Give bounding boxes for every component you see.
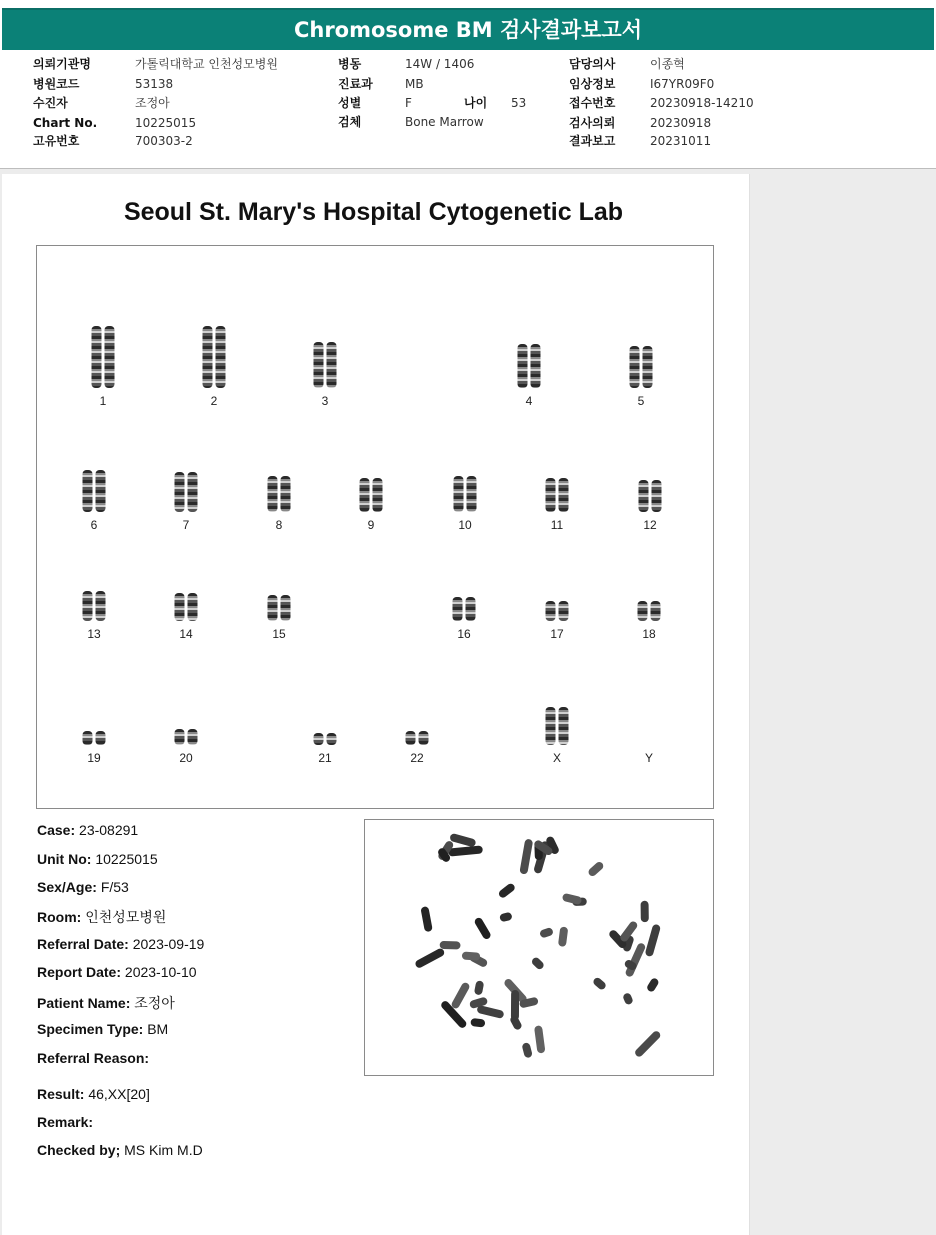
chromosome-13-homolog [83,591,93,621]
karyogram-panel [36,245,714,809]
chromosome-1-homolog [105,326,115,388]
chromosome-label-21: 21 [318,751,332,765]
metaphase-chromosome [448,845,483,856]
chromosome-19-homolog [83,731,93,745]
label-unique-id: 고유번호 [33,134,80,148]
specimen-type-row [37,1021,168,1037]
patient-name-value: 조정아 [134,995,175,1011]
chromosome-14-homolog [188,593,198,621]
chromosome-label-2: 2 [210,394,218,408]
room-value: 인천성모병원 [85,909,167,925]
sex-age-row [37,879,129,895]
chromosome-22-homolog [419,731,429,745]
chromosome-pair-15 [268,595,291,641]
value-sex: F [405,96,412,110]
chromosome-21-homolog [314,733,324,745]
metaphase-chromosome [622,992,634,1006]
chromosome-label-7: 7 [182,518,190,532]
metaphase-chromosome [450,981,471,1010]
referral-reason-row [37,1050,149,1066]
value-unique-id: 700303-2 [135,134,193,148]
checked-by-value: MS Kim M.D [124,1142,203,1158]
chromosome-11-homolog [559,478,569,512]
chromosome-18-homolog [651,601,661,621]
chromosome-label-5: 5 [637,394,645,408]
value-requesting-institution: 가톨릭대학교 인천성모병원 [135,57,278,71]
chromosome-pair-10 [454,476,477,532]
value-receipt-no: 20230918-14210 [650,96,754,110]
chromosome-17-homolog [546,601,556,621]
chromosome-label-22: 22 [410,751,424,765]
chromosome-2-homolog [216,326,226,388]
metaphase-chromosome [476,1005,504,1019]
result-value: 46,XX[20] [88,1086,150,1102]
metaphase-chromosome [462,951,481,960]
chromosome-pair-8 [268,476,291,532]
referral-reason-label: Referral Reason: [37,1050,150,1066]
chromosome-16-homolog [466,597,476,621]
chromosome-label-16: 16 [457,627,471,641]
chromosome-label-10: 10 [458,518,472,532]
chromosome-pair-1 [92,326,115,408]
chromosome-pair-5 [630,346,653,408]
chromosome-4-homolog [518,344,528,388]
chromosome-pair-14 [175,593,198,641]
report-date-row [37,964,197,980]
chromosome-label-19: 19 [87,751,101,765]
chromosome-pair-18 [638,601,661,641]
metaphase-spread-svg [365,820,713,1075]
label-specimen: 검체 [338,115,362,129]
value-patient: 조정아 [135,96,170,110]
metaphase-chromosome [562,893,583,905]
chromosome-6-homolog [83,470,93,512]
chromosome-pair-2 [203,326,226,408]
metaphase-chromosome [474,980,485,995]
label-hospital-code: 병원코드 [33,77,80,91]
case-value: 23-08291 [79,822,139,838]
chromosome-21-homolog [327,733,337,745]
metaphase-chromosome [558,926,568,947]
result-label: Result: [37,1086,85,1102]
referral-date-value: 2023-09-19 [132,936,205,952]
label-test-request: 검사의뢰 [569,116,616,130]
metaphase-chromosome [587,860,605,877]
chromosome-label-14: 14 [179,627,193,641]
label-patient: 수진자 [33,96,68,110]
metaphase-chromosome [539,927,554,939]
metaphase-chromosome [645,924,662,958]
chromosome-5-homolog [643,346,653,388]
chromosome-pair-13 [83,591,106,641]
value-chart-no: 10225015 [135,116,197,130]
metaphase-chromosome [497,882,516,899]
value-age: 53 [511,96,527,110]
metaphase-chromosome [449,833,476,848]
chromosome-20-homolog [188,729,198,745]
label-chart-no: Chart No. [33,116,98,130]
chromosome-10-homolog [467,476,477,512]
chromosome-15-homolog [281,595,291,621]
chromosome-22-homolog [406,731,416,745]
value-clinical-info: I67YR09F0 [650,77,715,91]
metaphase-spread-image [364,819,714,1076]
chromosome-1-homolog [92,326,102,388]
referral-date-row [37,936,204,952]
specimen-type-label: Specimen Type: [37,1021,144,1037]
patient-name-row [37,993,175,1013]
unit-no-row [37,851,158,867]
chromosome-2-homolog [203,326,213,388]
chromosome-pair-x [546,707,569,765]
specimen-type-value: BM [147,1021,169,1037]
chromosome-pair-17 [546,601,569,641]
chromosome-17-homolog [559,601,569,621]
metaphase-chromosome [646,977,660,993]
remark-label: Remark: [37,1114,94,1130]
metaphase-chromosome [530,956,545,971]
sex-age-value: F/53 [100,879,129,895]
value-specimen: Bone Marrow [405,115,484,129]
report-title: Chromosome BM 검사결과보고서 [2,8,934,50]
chromosome-label-17: 17 [550,627,564,641]
value-physician: 이종혁 [650,57,685,71]
chromosome-20-homolog [175,729,185,745]
chromosome-pair-6 [83,470,106,532]
chromosome-pair-9 [360,478,383,532]
chromosome-label-1: 1 [99,394,107,408]
metaphase-chromosome [592,976,607,991]
chromosome-label-y: Y [644,751,654,765]
chromosome-pair-3 [314,342,337,408]
chromosome-label-x: X [552,751,561,765]
chromosome-9-homolog [373,478,383,512]
chromosome-9-homolog [360,478,370,512]
label-department: 진료과 [338,77,373,91]
chromosome-label-6: 6 [90,518,98,532]
chromosome-label-12: 12 [643,518,657,532]
case-label: Case: [37,822,76,838]
chromosome-x-homolog [546,707,556,745]
value-test-request: 20230918 [650,116,712,130]
chromosome-label-9: 9 [367,518,375,532]
chromosome-3-homolog [327,342,337,388]
chromosome-pair-y [645,745,653,765]
metaphase-chromosome [470,1018,485,1028]
metaphase-chromosome [634,1030,662,1059]
chromosome-12-homolog [652,480,662,512]
metaphase-chromosome [534,1025,546,1053]
label-requesting-institution: 의뢰기관명 [33,57,91,71]
label-sex: 성별 [338,96,362,110]
metaphase-chromosome [440,941,461,950]
case-row [37,822,138,838]
chromosome-12-homolog [639,480,649,512]
chromosome-x-homolog [559,707,569,745]
chromosome-label-18: 18 [642,627,656,641]
chromosome-16-homolog [453,597,463,621]
value-result-report: 20231011 [650,134,712,148]
chromosome-11-homolog [546,478,556,512]
chromosome-label-15: 15 [272,627,286,641]
lab-title: Seoul St. Mary's Hospital Cytogenetic Lab [123,198,624,226]
room-row [37,907,166,927]
chromosome-3-homolog [314,342,324,388]
label-result-report: 결과보고 [569,134,616,148]
chromosome-pair-21 [314,733,337,765]
metaphase-chromosome [473,916,492,940]
chromosome-label-13: 13 [87,627,101,641]
metaphase-chromosome [414,947,446,969]
unit-no-value: 10225015 [95,851,158,867]
chromosome-pair-20 [175,729,198,765]
metaphase-chromosome [641,901,649,922]
sex-age-label: Sex/Age: [37,879,97,895]
chromosome-pair-11 [546,478,569,532]
label-physician: 담당의사 [569,57,616,71]
value-department: MB [405,77,424,91]
patient-name-label: Patient Name: [37,995,131,1011]
chromosome-18-homolog [638,601,648,621]
unit-no-label: Unit No: [37,851,92,867]
room-label: Room: [37,909,82,925]
chromosome-label-4: 4 [525,394,533,408]
referral-date-label: Referral Date: [37,936,129,952]
chromosome-10-homolog [454,476,464,512]
label-clinical-info: 임상정보 [569,77,616,91]
checked-by-row [37,1142,203,1158]
chromosome-pair-7 [175,472,198,532]
chromosome-pair-12 [639,480,662,532]
value-hospital-code: 53138 [135,77,174,91]
chromosome-pair-4 [518,344,541,408]
label-ward: 병동 [338,57,362,71]
chromosome-label-3: 3 [321,394,329,408]
metaphase-chromosome [420,906,433,932]
chromosome-7-homolog [188,472,198,512]
chromosome-5-homolog [630,346,640,388]
chromosome-7-homolog [175,472,185,512]
chromosome-19-homolog [96,731,106,745]
remark-row [37,1114,93,1130]
checked-by-label: Checked by; [37,1142,121,1158]
chromosome-pair-22 [406,731,429,765]
value-ward: 14W / 1406 [405,57,475,71]
chromosome-label-11: 11 [550,518,564,532]
chromosome-label-20: 20 [179,751,193,765]
label-receipt-no: 접수번호 [569,96,616,110]
chromosome-label-8: 8 [275,518,283,532]
result-row [37,1086,150,1102]
report-date-value: 2023-10-10 [124,964,197,980]
chromosome-8-homolog [268,476,278,512]
chromosome-15-homolog [268,595,278,621]
metaphase-chromosome [499,912,513,923]
chromosome-pair-19 [83,731,106,765]
chromosome-6-homolog [96,470,106,512]
label-age: 나이 [464,96,488,110]
metaphase-chromosome [519,839,533,875]
chromosome-13-homolog [96,591,106,621]
chromosome-4-homolog [531,344,541,388]
metaphase-chromosome [521,1042,532,1058]
chromosome-pair-16 [453,597,476,641]
chromosome-14-homolog [175,593,185,621]
chromosome-8-homolog [281,476,291,512]
report-date-label: Report Date: [37,964,122,980]
